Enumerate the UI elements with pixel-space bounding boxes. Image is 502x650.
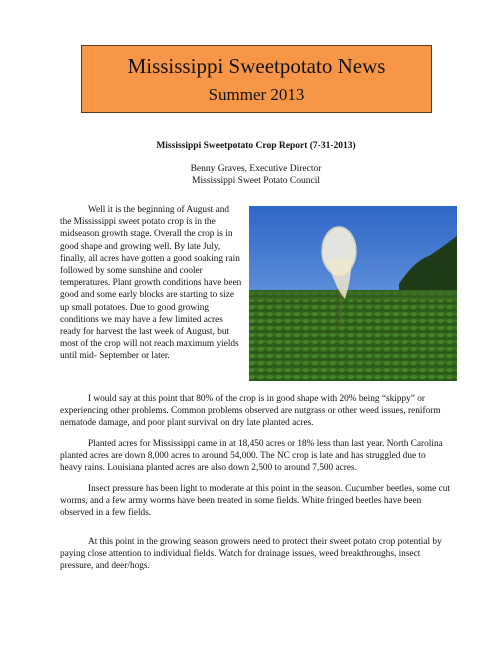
paragraph-5: At this point in the growing season growers need to protect their sweet potato crop potential by paying close attention to individual fields. Watch for drainage issues, weed breakthroughs, insect pressure, and deer/hogs.	[60, 537, 442, 572]
paragraph-1: Well it is the beginning of August and the Mississippi sweet potato crop is in the midseason growth stage. Overall the crop is in good shape and growing well. By late July, finally, all acres have gotten a good soaking rain followed by some sunshine and cooler temperatures. Plant growth conditions have been good and some early blocks are starting to size up small potatoes. Due to good growing conditions we may have a few limited acres ready for harvest the last week of August, but most of the crop will not reach maximum yields until mid- September or later.	[60, 205, 242, 362]
article-title: Mississippi Sweetpotato Crop Report (7-31-2013)	[156, 141, 356, 151]
article-byline	[60, 163, 452, 187]
newsletter-issue: Summer 2013	[208, 85, 305, 104]
masthead-banner	[81, 45, 432, 113]
newsletter-title: Mississippi Sweetpotato News	[127, 54, 386, 78]
paragraph-4: Insect pressure has been light to moderate at this point in the season. Cucumber beetles, some cut worms, and a few army worms have been treated in some fields. White fringed beetles have been observed in a few fields.	[60, 484, 450, 519]
author-organization: Mississippi Sweet Potato Council	[192, 176, 320, 186]
author-name: Benny Graves, Executive Director	[190, 164, 322, 174]
paragraph-2: I would say at this point that 80% of the crop is in good shape with 20% being “skippy” or experiencing other problems. Common problems observed are nutgrass or other weed issues, reniform nematode damage, and poor plant survival on dry late planted acres.	[60, 394, 441, 429]
field-photo	[249, 206, 457, 381]
paragraph-3: Planted acres for Mississippi came in at 18,450 acres or 18% less than last year. North Carolina planted acres are down 8,000 acres to around 54,000. The NC crop is late and has struggled due to heavy rains. Louisiana planted acres are also down 2,500 to around 7,500 acres.	[60, 439, 443, 474]
